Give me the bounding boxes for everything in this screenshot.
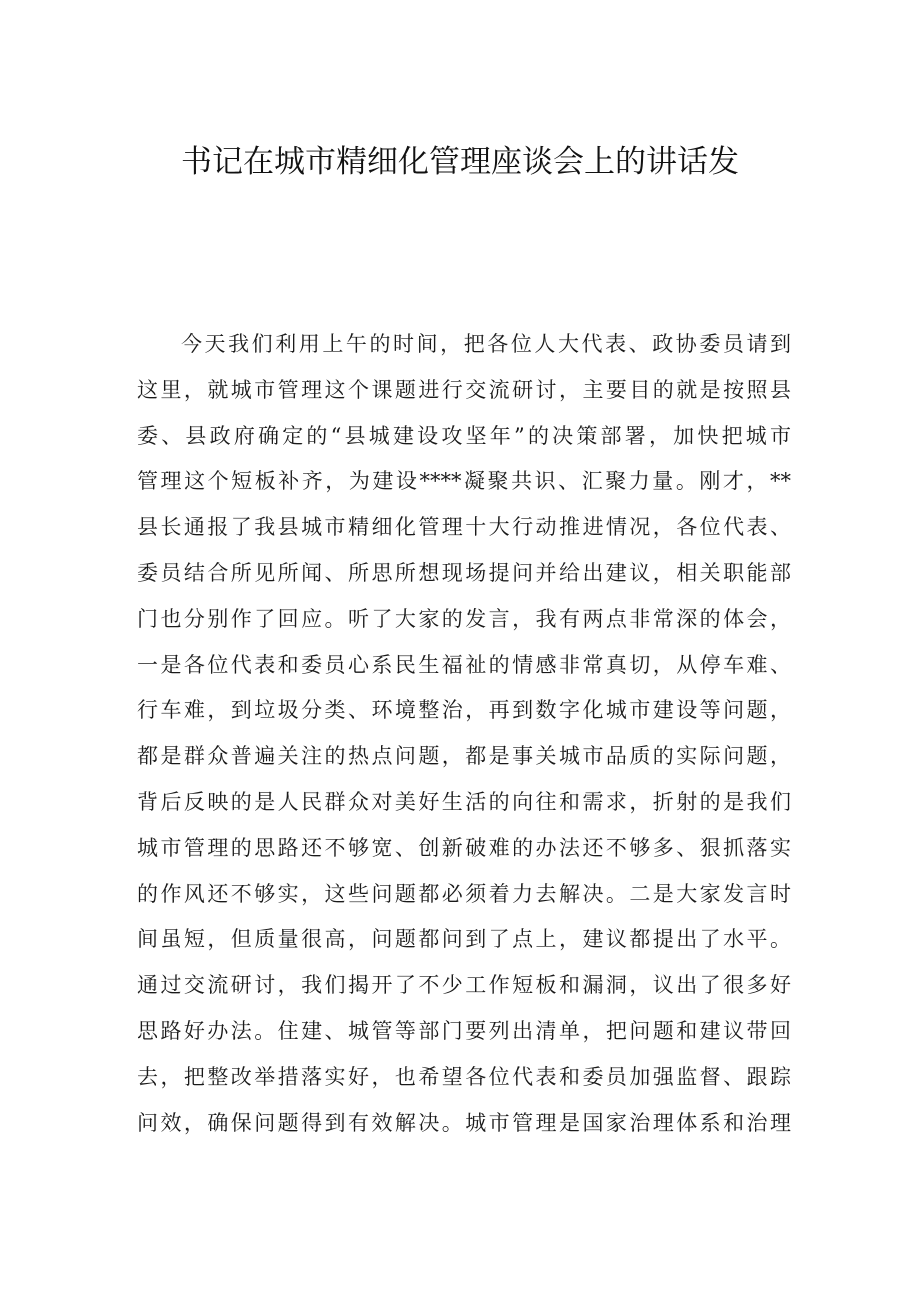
paragraph-line: 委员结合所见所闻、所思所想现场提问并给出建议，相关职能部 xyxy=(137,560,791,585)
paragraph-line: 间虽短，但质量很高，问题都问到了点上，建议都提出了水平。 xyxy=(137,927,791,952)
paragraph-line: 管理这个短板补齐，为建设****凝聚共识、汇聚力量。刚才，** xyxy=(137,469,791,494)
paragraph-line: 委、县政府确定的“县城建设攻坚年”的决策部署，加快把城市 xyxy=(137,423,791,448)
paragraph-line: 的作风还不够实，这些问题都必须着力去解决。二是大家发言时 xyxy=(137,881,791,906)
paragraph-line: 县长通报了我县城市精细化管理十大行动推进情况，各位代表、 xyxy=(137,515,791,540)
paragraph-line: 都是群众普遍关注的热点问题，都是事关城市品质的实际问题， xyxy=(137,744,791,769)
body-paragraph xyxy=(137,322,791,1146)
paragraph-line: 背后反映的是人民群众对美好生活的向往和需求，折射的是我们 xyxy=(137,789,791,814)
paragraph-line: 这里，就城市管理这个课题进行交流研讨，主要目的就是按照县 xyxy=(137,377,791,402)
paragraph-line: 一是各位代表和委员心系民生福祉的情感非常真切，从停车难、 xyxy=(137,652,791,677)
paragraph-line: 去，把整改举措落实好，也希望各位代表和委员加强监督、跟踪 xyxy=(137,1064,791,1089)
document-title: 书记在城市精细化管理座谈会上的讲话发 xyxy=(181,144,739,180)
paragraph-line: 思路好办法。住建、城管等部门要列出清单，把问题和建议带回 xyxy=(137,1018,791,1043)
paragraph-line: 问效，确保问题得到有效解决。城市管理是国家治理体系和治理 xyxy=(137,1110,791,1135)
paragraph-line: 门也分别作了回应。听了大家的发言，我有两点非常深的体会， xyxy=(137,606,791,631)
paragraph-line: 行车难，到垃圾分类、环境整治，再到数字化城市建设等问题， xyxy=(137,698,791,723)
paragraph-line: 今天我们利用上午的时间，把各位人大代表、政协委员请到 xyxy=(181,332,791,356)
paragraph-line: 城市管理的思路还不够宽、创新破难的办法还不够多、狠抓落实 xyxy=(137,835,791,860)
paragraph-line: 通过交流研讨，我们揭开了不少工作短板和漏洞，议出了很多好 xyxy=(137,973,791,998)
